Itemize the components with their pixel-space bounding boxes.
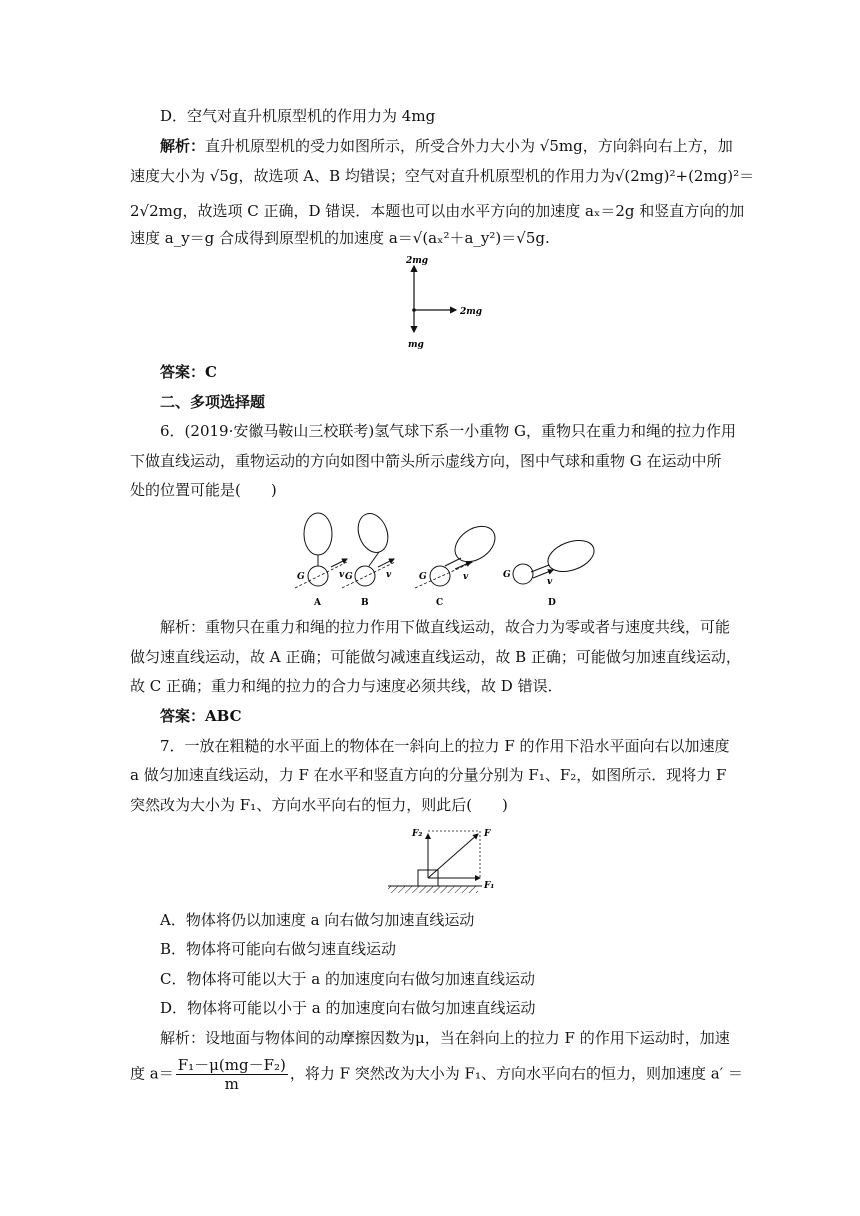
- section-heading: 二、多项选择题: [160, 393, 266, 411]
- q6-stem-line-3: 处的位置可能是( ): [130, 481, 277, 499]
- svg-text:D: D: [548, 598, 556, 608]
- q7-option-d: D．物体将可能以小于 a 的加速度向右做匀加速直线运动: [160, 999, 536, 1017]
- q5-answer: 答案：C: [160, 363, 217, 381]
- svg-text:A: A: [314, 598, 321, 608]
- q6-stem-line-2: 下做直线运动，重物运动的方向如图中箭头所示虚线方向，图中气球和重物 G 在运动中所: [130, 452, 722, 470]
- svg-text:G: G: [297, 572, 305, 582]
- q5-analysis-line-3: 2√2mg，故选项 C 正确，D 错误．本题也可以由水平方向的加速度 aₓ＝2g 和竖直方向的加: [130, 202, 745, 220]
- q6-analysis-line-3: 故 C 正确；重力和绳的拉力的合力与速度必须共线，故 D 错误．: [130, 677, 563, 695]
- q7-option-b: B．物体将可能向右做匀速直线运动: [160, 940, 397, 958]
- svg-text:v: v: [339, 570, 345, 580]
- q6-analysis-line-1: 解析：重物只在重力和绳的拉力作用下做直线运动，故合力为零或者与速度共线，可能: [160, 618, 731, 636]
- q5-analysis-line-2: 速度大小为 √5g，故选项 A、B 均错误；空气对直升机原型机的作用力为√(2mg)²+(2mg)²＝: [130, 167, 755, 185]
- svg-text:B: B: [361, 598, 369, 608]
- force-diagram: [400, 252, 500, 352]
- option-c-figure: [415, 519, 502, 608]
- q6-answer: 答案：ABC: [160, 707, 242, 725]
- q7-analysis-line-1: 解析：设地面与物体间的动摩擦因数为μ，当在斜向上的拉力 F 的作用下运动时，加速: [160, 1029, 730, 1047]
- svg-text:F: F: [484, 829, 491, 839]
- force-up-label: 2mg: [406, 256, 429, 266]
- svg-text:G: G: [419, 572, 427, 582]
- svg-text:G: G: [345, 572, 353, 582]
- acceleration-fraction: $\frac{\text{F₁－μ(mg－F₂)}}{m}$: [177, 1056, 286, 1093]
- force-right-label: 2mg: [460, 307, 483, 317]
- block-force-diagram: [384, 822, 504, 898]
- q6-analysis-line-2: 做匀速直线运动，故 A 正确；可能做匀减速直线运动，故 B 正确；可能做匀加速直线运动，: [130, 648, 741, 666]
- option-d-figure: [503, 535, 598, 608]
- svg-text:v: v: [463, 572, 469, 582]
- svg-text:G: G: [503, 570, 511, 580]
- q6-stem-line-1: 6．(2019·安徽马鞍山三校联考)氢气球下系一小重物 G，重物只在重力和绳的拉力作用: [160, 422, 736, 440]
- svg-text:F₁: F₁: [484, 881, 495, 891]
- q7-option-a: A．物体将仍以加速度 a 向右做匀加速直线运动: [160, 911, 475, 929]
- svg-text:F₂: F₂: [412, 829, 423, 839]
- q7-stem-line-1: 7．一放在粗糙的水平面上的物体在一斜向上的拉力 F 的作用下沿水平面向右以加速度: [160, 737, 730, 755]
- svg-text:C: C: [436, 598, 444, 608]
- q5-analysis-line-4: 速度 a_y＝g 合成得到原型机的加速度 a＝√(aₓ²＋a_y²)＝√5g.: [130, 229, 550, 247]
- svg-text:v: v: [547, 577, 553, 587]
- q5-analysis-line-1: 解析：直升机原型机的受力如图所示，所受合外力大小为 √5mg，方向斜向右上方，加: [160, 137, 733, 155]
- svg-text:v: v: [386, 570, 392, 580]
- analysis-label: 解析：: [160, 137, 206, 155]
- q7-analysis-line-2: 度 a＝ $\frac{\text{F₁－μ(mg－F₂)}}{m}$ ，将力 F 突然改为大小为 F₁、方向水平向右的恒力，则加速度 a′ ＝: [130, 1056, 743, 1093]
- option-b-figure: [342, 509, 395, 608]
- option-a-figure: [295, 513, 347, 608]
- q7-option-c: C．物体将可能以大于 a 的加速度向右做匀加速直线运动: [160, 970, 535, 988]
- q7-stem-line-3: 突然改为大小为 F₁、方向水平向右的恒力，则此后( ): [130, 796, 508, 814]
- force-down-label: mg: [408, 340, 424, 350]
- q5-option-d: D．空气对直升机原型机的作用力为 4mg: [160, 107, 436, 125]
- q7-stem-line-2: a 做匀加速直线运动，力 F 在水平和竖直方向的分量分别为 F₁、F₂，如图所示．现将力 F: [130, 766, 727, 784]
- balloon-diagram: [285, 506, 605, 610]
